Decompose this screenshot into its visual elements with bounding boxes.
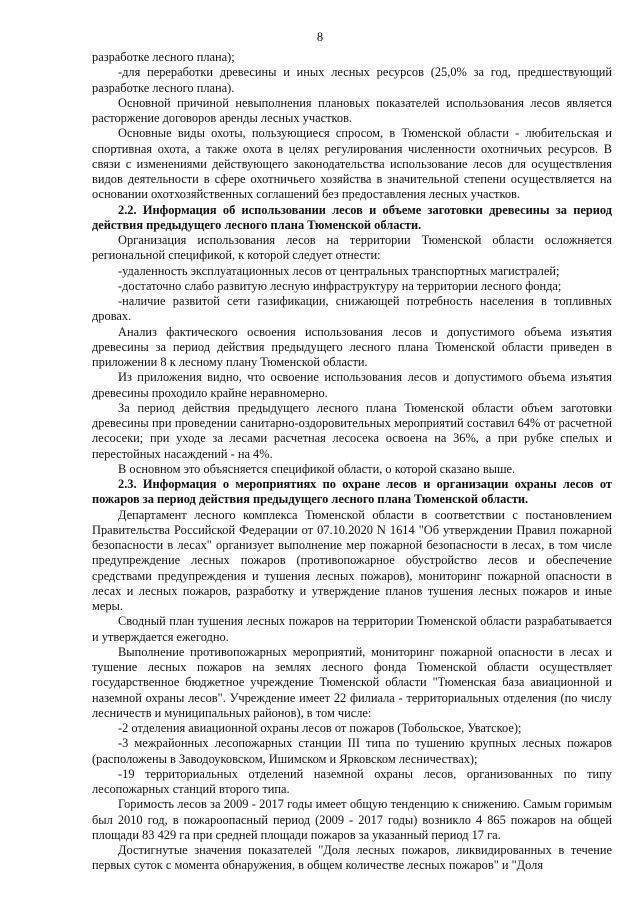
paragraph: Организация использования лесов на территории Тюменской области осложняется региональной спецификой, к которой следует отнести: [92, 233, 612, 263]
paragraph: За период действия предыдущего лесного плана Тюменской области объем заготовки древесины при проведении санитарно-оздоровительных мероприятий составил 64% от расчетной лесосеки; при уходе за лесами расчетная лесосека освоена на 36%, а при рубке спелых и перестойных насаждений - на 4%. [92, 400, 612, 461]
paragraph: Основной причиной невыполнения плановых показателей использования лесов является расторжение договоров аренды лесных участков. [92, 95, 612, 125]
paragraph: Сводный план тушения лесных пожаров на территории Тюменской области разрабатывается и утверждается ежегодно. [92, 614, 612, 644]
section-heading: 2.3. Информация о мероприятиях по охране лесов и организации охраны лесов от пожаров за период действия предыдущего лесного плана Тюменской области. [92, 477, 612, 507]
paragraph: Департамент лесного комплекса Тюменской области в соответствии с постановлением Правительства Российской Федерации от 07.10.2020 N 1614 "Об утверждении Правил пожарной безопасности в лесах" организует выполнение мер пожарной безопасности в лесах, в том числе предупреждение лесных пожаров (противопожарное обустройство лесов и обеспечение средствами предупреждения и тушения лесных пожаров), мониторинг пожарной опасности в лесах и лесных пожаров, разработку и утверждение планов тушения лесных пожаров и иные меры. [92, 507, 612, 613]
paragraph: -19 территориальных отделений наземной охраны лесов, организованных по типу лесопожарных станций второго типа. [92, 766, 612, 796]
paragraph: -наличие развитой сети газификации, снижающей потребность населения в топливных дровах. [92, 294, 612, 324]
paragraph: Анализ фактического освоения использования лесов и допустимого объема изъятия древесины за период действия предыдущего лесного плана Тюменской области приведен в приложении 8 к лесному плану Тюменской области. [92, 324, 612, 369]
paragraph: Горимость лесов за 2009 - 2017 годы имеет общую тенденцию к снижению. Самым горимым был 2010 год, в пожароопасный период (2009 - 2017 годы) возникло 4 865 пожаров на общей площади 83 429 га при средней площади пожаров за указанный период 17 га. [92, 797, 612, 842]
page-number: 8 [316, 30, 324, 44]
paragraph: Основные виды охоты, пользующиеся спросом, в Тюменской области - любительская и спортивная охота, а также охота в целях регулирования численности охотничьих ресурсов. В связи с изменениями действующего законодательства использование лесов для осуществления видов деятельности в сфере охотничьего хозяйства в значительной степени осуществляется на основании охотхозяйственных соглашений без предоставления лесных участков. [92, 126, 612, 202]
paragraph: Выполнение противопожарных мероприятий, мониторинг пожарной опасности в лесах и тушение лесных пожаров на землях лесного фонда Тюменской области осуществляет государственное бюджетное учреждение Тюменской области "Тюменская база авиационной и наземной охраны лесов". Учреждение имеет 22 филиала - территориальных отделения (по числу лесничеств и муниципальных районов), в том числе: [92, 644, 612, 720]
paragraph: -3 межрайонных лесопожарных станции III типа по тушению крупных лесных пожаров (расположены в Заводоуковском, Ишимском и Ярковском лесничествах); [92, 736, 612, 766]
section-heading: 2.2. Информация об использовании лесов и объеме заготовки древесины за период действия предыдущего лесного плана Тюменской области. [92, 202, 612, 232]
paragraph: -для переработки древесины и иных лесных ресурсов (25,0% за год, предшествующий разработке лесного плана). [92, 65, 612, 95]
paragraph: -достаточно слабо развитую лесную инфраструктуру на территории лесного фонда; [118, 278, 562, 293]
document-body [92, 50, 612, 874]
paragraph: В основном это объясняется спецификой области, о которой сказано выше. [118, 461, 516, 476]
paragraph: разработке лесного плана); [92, 50, 235, 64]
paragraph: -удаленность эксплуатационных лесов от центральных транспортных магистралей; [118, 263, 560, 278]
paragraph: -2 отделения авиационной охраны лесов от пожаров (Тобольское, Уватское); [118, 721, 522, 735]
paragraph: Из приложения видно, что освоение использования лесов и допустимого объема изъятия древесины проходило крайне неравномерно. [92, 370, 612, 400]
paragraph: Достигнутые значения показателей "Доля лесных пожаров, ликвидированных в течение первых суток с момента обнаружения, в общем количестве лесных пожаров" и "Доля [92, 843, 612, 873]
